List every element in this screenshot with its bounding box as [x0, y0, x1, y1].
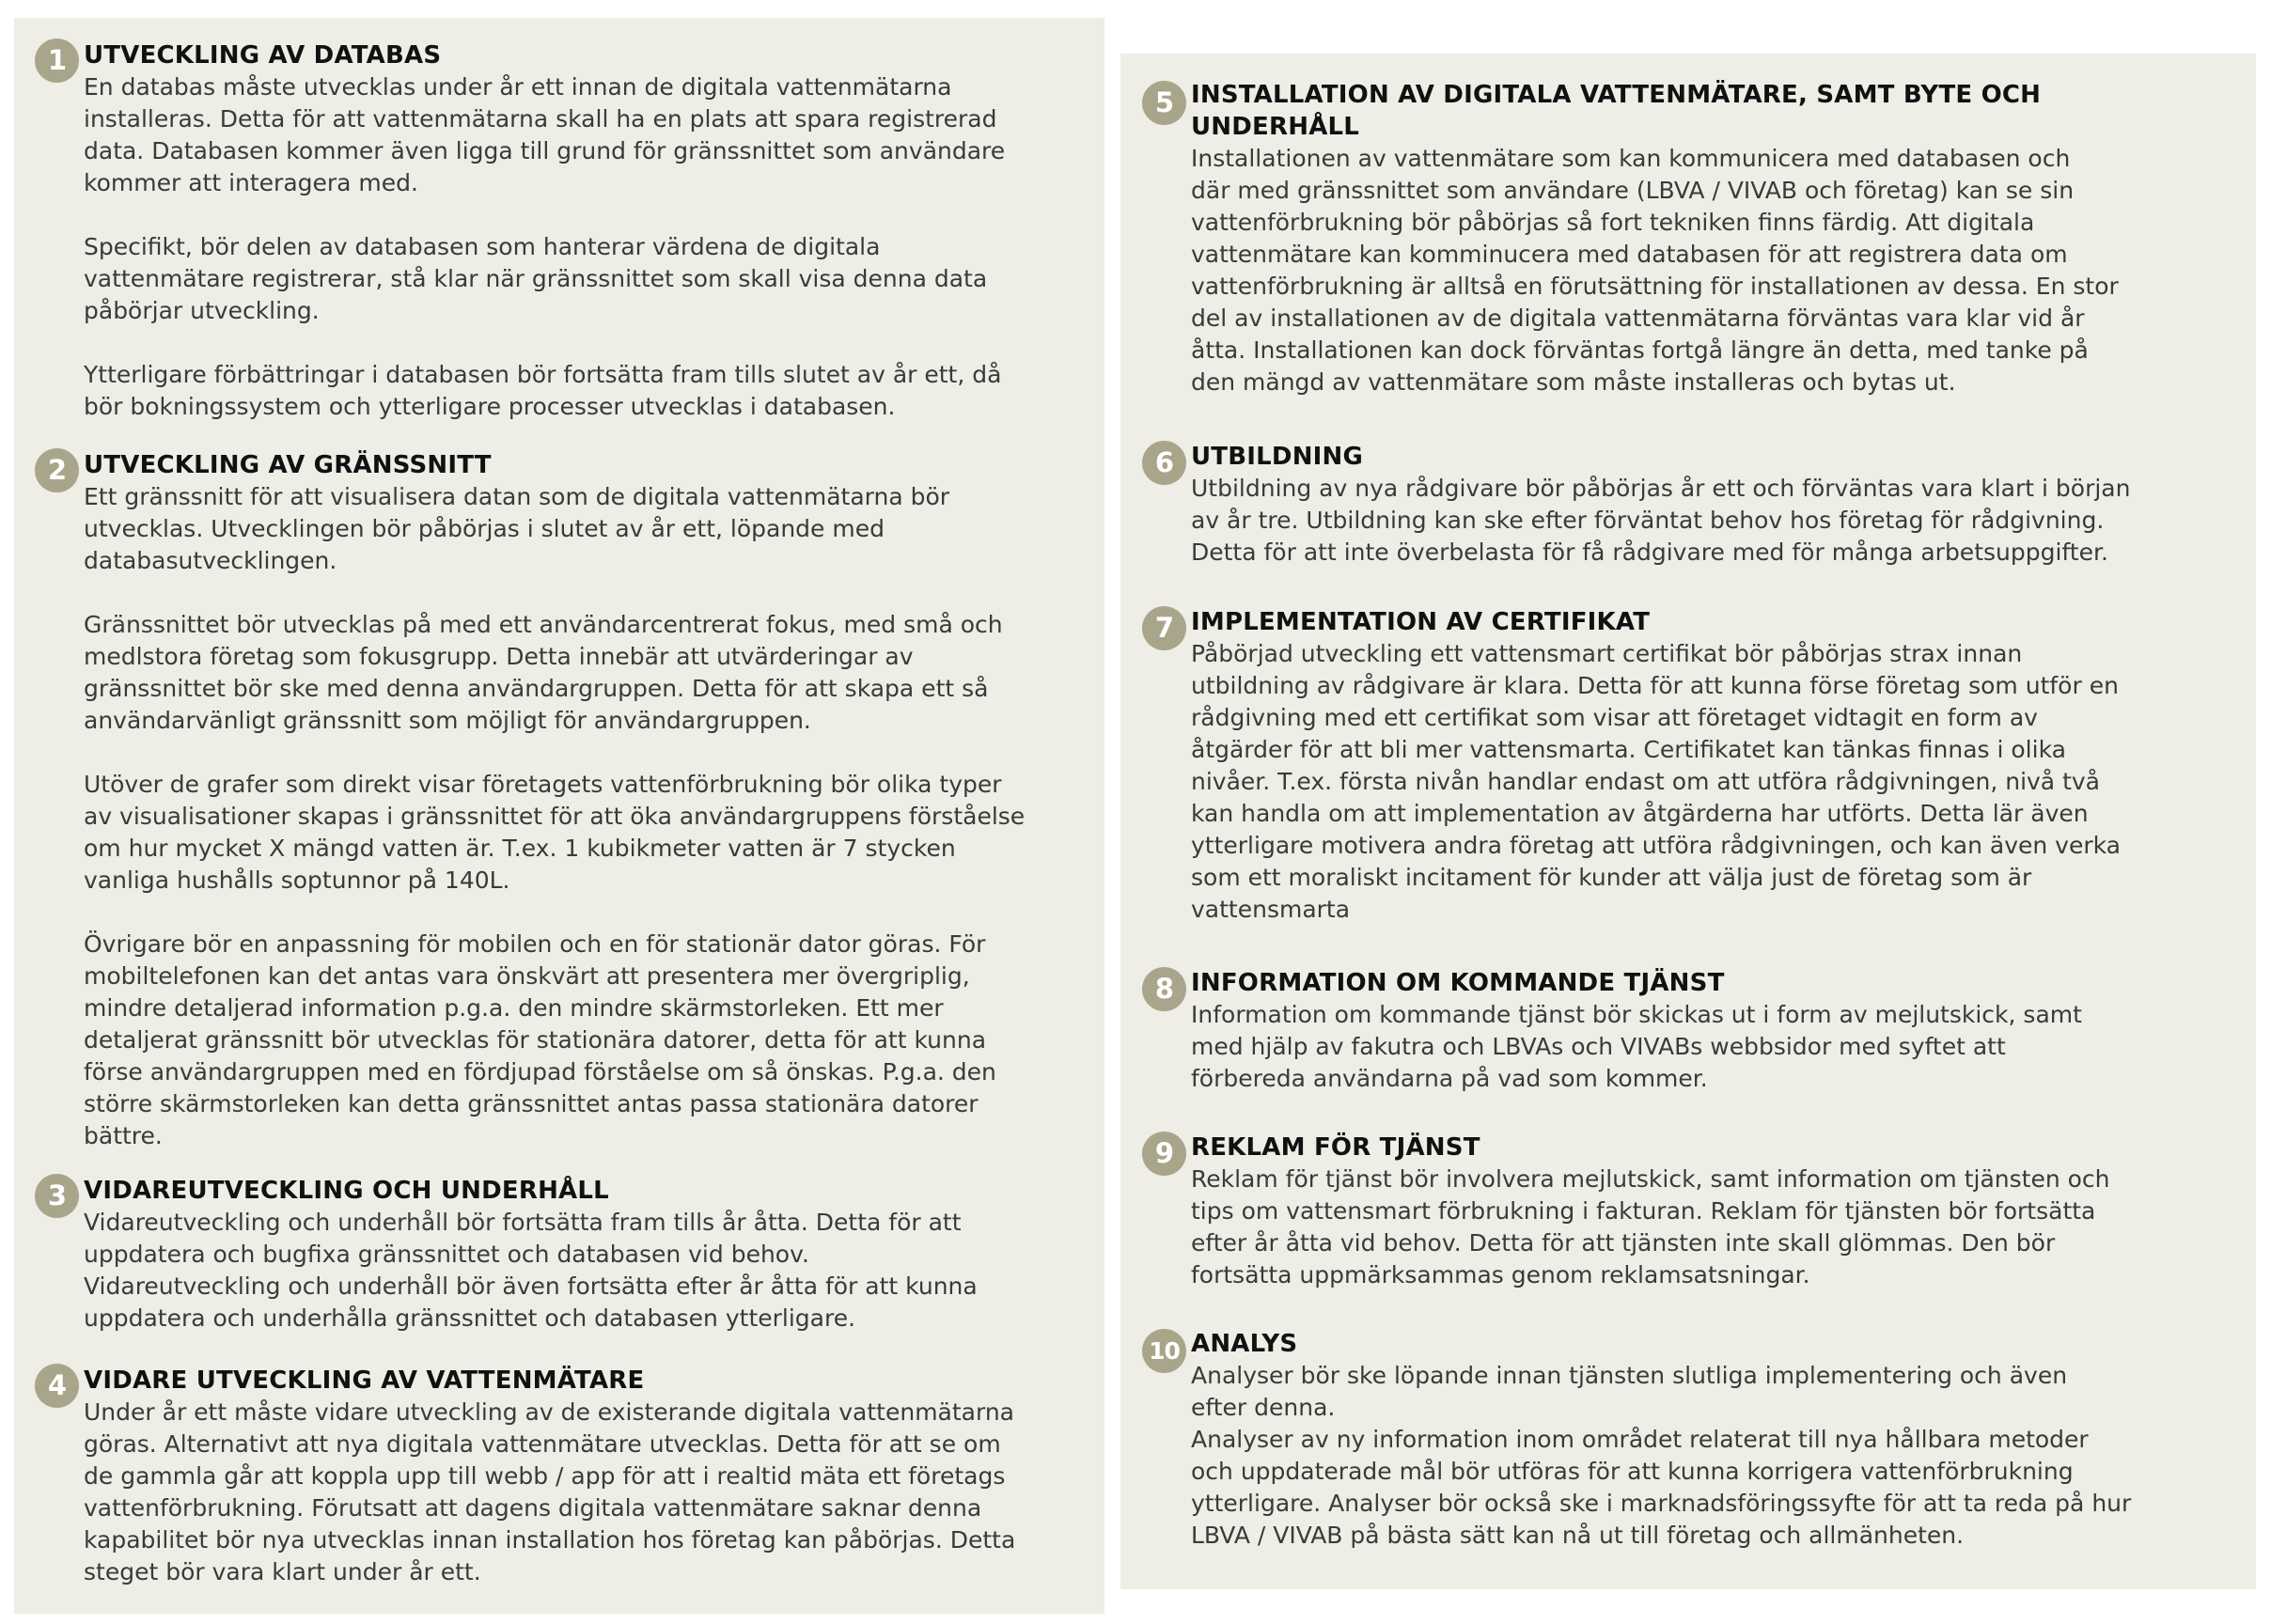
step-number-badge: 8 — [1142, 967, 1186, 1011]
paragraph — [1191, 1360, 2131, 1552]
text-line: vattenförbrukning är alltså en förutsättning för installationen av dessa. En stor — [1191, 273, 2119, 300]
paragraph — [84, 609, 1025, 737]
section-title — [1191, 79, 2041, 143]
section-title: UTVECKLING AV GRÄNSSNITT — [84, 451, 492, 479]
text-line: av visualisationer skapas i gränssnittet för att öka användargruppens förståelse — [84, 803, 1026, 830]
paragraph — [1191, 473, 2130, 569]
text-line: efter denna. — [1191, 1394, 1336, 1421]
text-line: databasutvecklingen. — [84, 547, 337, 574]
text-line: Detta för att inte överbelasta för få rådgivare med för många arbetsuppgifter. — [1191, 539, 2108, 566]
text-line: En databas måste utvecklas under år ett innan de digitala vattenmätarna — [84, 73, 952, 101]
step-number-badge: 6 — [1142, 441, 1186, 485]
step-number-badge: 2 — [35, 448, 79, 492]
text-line: mindre detaljerad information p.g.a. den mindre skärmstorleken. Ett mer — [84, 994, 944, 1022]
text-line: efter år åtta vid behov. Detta för att tjänsten inte skall glömmas. Den bör — [1191, 1229, 2056, 1257]
section-title: REKLAM FÖR TJÄNST — [1191, 1133, 1480, 1162]
section-title: UTBILDNING — [1191, 443, 1364, 471]
text-line: åtta. Installationen kan dock förväntas fortgå längre än detta, med tanke på — [1191, 336, 2089, 364]
text-line: av år tre. Utbildning kan ske efter förväntat behov hos företag för rådgivning. — [1191, 507, 2105, 534]
step-number-badge: 5 — [1142, 81, 1186, 125]
section-body — [1191, 473, 2130, 569]
paragraph — [84, 1397, 1015, 1588]
text-line: installeras. Detta för att vattenmätarna skall ha en plats att spara registrerad — [84, 105, 997, 133]
paragraph — [1191, 638, 2121, 926]
text-line: som ett moraliskt incitament för kunder att välja just de företag som är — [1191, 864, 2032, 891]
text-line: medlstora företag som fokusgrupp. Detta innebär att utvärderingar av — [84, 643, 914, 670]
section-body — [84, 71, 1005, 423]
section-title: IMPLEMENTATION AV CERTIFIKAT — [1191, 608, 1651, 636]
text-line: den mängd av vattenmätare som måste installeras och bytas ut. — [1191, 368, 1956, 396]
title-line: UNDERHÅLL — [1191, 113, 1360, 141]
text-line: Analyser bör ske löpande innan tjänsten slutliga implementering och även — [1191, 1362, 2068, 1389]
paragraph — [84, 1207, 978, 1335]
paragraph — [84, 359, 1005, 423]
text-line: Utbildning av nya rådgivare bör påbörjas år ett och förväntas vara klart i början — [1191, 475, 2131, 502]
text-line: där med gränssnittet som användare (LBVA / VIVAB och företag) kan se sin — [1191, 177, 2075, 204]
paragraph — [84, 71, 1005, 199]
text-line: om hur mycket X mängd vatten är. T.ex. 1 kubikmeter vatten är 7 stycken — [84, 835, 956, 862]
step-number-badge: 9 — [1142, 1132, 1186, 1176]
text-line: vattenförbrukning. Förutsatt att dagens digitala vattenmätare saknar denna — [84, 1494, 982, 1522]
text-line: förbereda användarna på vad som kommer. — [1191, 1065, 1708, 1092]
text-line: uppdatera och bugfixa gränssnittet och databasen vid behov. — [84, 1241, 809, 1268]
text-line: utvecklas. Utvecklingen bör påbörjas i slutet av år ett, löpande med — [84, 515, 885, 542]
text-line: utbildning av rådgivare är klara. Detta för att kunna förse företag som utför en — [1191, 672, 2119, 699]
section-title: VIDARE UTVECKLING AV VATTENMÄTARE — [84, 1366, 645, 1395]
text-line: bättre. — [84, 1122, 163, 1149]
text-line: kan handla om att implementation av åtgärderna har utförts. Detta lär även — [1191, 800, 2089, 827]
text-line: Gränssnittet bör utvecklas på med ett användarcentrerat fokus, med små och — [84, 611, 1003, 638]
text-line: uppdatera och underhålla gränssnittet och databasen ytterligare. — [84, 1304, 856, 1332]
section-body — [1191, 638, 2121, 926]
step-number-badge: 3 — [35, 1174, 79, 1218]
section-body — [1191, 1163, 2110, 1291]
text-line: användarvänligt gränssnitt som möjligt för användargruppen. — [84, 707, 811, 734]
text-line: göras. Alternativt att nya digitala vattenmätare utvecklas. Detta för att se om — [84, 1430, 1001, 1458]
text-line: Ytterligare förbättringar i databasen bör fortsätta fram tills slutet av år ett, då — [84, 361, 1002, 388]
text-line: detaljerat gränssnitt bör utvecklas för stationära datorer, detta för att kunna — [84, 1026, 987, 1054]
text-line: kapabilitet bör nya utvecklas innan installation hos företag kan påbörjas. Detta — [84, 1526, 1016, 1554]
text-line: kommer att interagera med. — [84, 169, 418, 196]
paragraph — [1191, 143, 2119, 398]
section-body — [84, 481, 1025, 1152]
text-line: Reklam för tjänst bör involvera mejlutskick, samt information om tjänsten och — [1191, 1165, 2110, 1193]
text-line: Under år ett måste vidare utveckling av de existerande digitala vattenmätarna — [84, 1398, 1015, 1426]
text-line: Vidareutveckling och underhåll bör även fortsätta efter år åtta för att kunna — [84, 1273, 978, 1300]
text-line: gränssnittet bör ske med denna användargruppen. Detta för att skapa ett så — [84, 675, 989, 702]
text-line: ytterligare motivera andra företag att utföra rådgivningen, och kan även verka — [1191, 832, 2121, 859]
step-number-badge: 1 — [35, 39, 79, 83]
paragraph — [84, 929, 1025, 1152]
text-line: större skärmstorleken kan detta gränssnittet antas passa stationära datorer — [84, 1090, 979, 1117]
text-line: Information om kommande tjänst bör skickas ut i form av mejlutskick, samt — [1191, 1001, 2082, 1028]
section-title: ANALYS — [1191, 1330, 1298, 1358]
text-line: de gammla går att koppla upp till webb / app för att i realtid mäta ett företags — [84, 1462, 1006, 1490]
section-title: UTVECKLING AV DATABAS — [84, 41, 442, 70]
text-line: nivåer. T.ex. första nivån handlar endast om att utföra rådgivningen, nivå två — [1191, 768, 2100, 795]
text-line: steget bör vara klart under år ett. — [84, 1558, 481, 1585]
section-body — [84, 1207, 978, 1335]
text-line: data. Databasen kommer även ligga till grund för gränssnittet som användare — [84, 137, 1006, 164]
text-line: vattensmarta — [1191, 896, 1351, 923]
text-line: vattenmätare kan komminucera med databasen för att registrera data om — [1191, 241, 2068, 268]
text-line: förse användargruppen med en fördjupad förståelse om så önskas. P.g.a. den — [84, 1058, 996, 1085]
text-line: rådgivning med ett certifikat som visar att företaget vidtagit en form av — [1191, 704, 2038, 731]
text-line: och uppdaterade mål bör utföras för att kunna korrigera vattenförbrukning — [1191, 1458, 2074, 1485]
section-body — [1191, 999, 2082, 1095]
text-line: Analyser av ny information inom området relaterat till nya hållbara metoder — [1191, 1426, 2089, 1453]
paragraph — [1191, 999, 2082, 1095]
text-line: Ett gränssnitt för att visualisera datan som de digitala vattenmätarna bör — [84, 483, 950, 510]
text-line: vattenmätare registrerar, stå klar när gränssnittet som skall visa denna data — [84, 265, 988, 292]
section-body — [1191, 143, 2119, 398]
step-number-badge: 4 — [35, 1364, 79, 1408]
text-line: Installationen av vattenmätare som kan kommunicera med databasen och — [1191, 145, 2071, 172]
paragraph — [84, 231, 1005, 327]
text-line: del av installationen av de digitala vattenmätarna förväntas vara klar vid år — [1191, 304, 2085, 332]
text-line: påbörjar utveckling. — [84, 297, 320, 324]
text-line: bör bokningssystem och ytterligare processer utvecklas i databasen. — [84, 393, 896, 420]
title-line: INSTALLATION AV DIGITALA VATTENMÄTARE, SAMT BYTE OCH — [1191, 81, 2042, 109]
text-line: Vidareutveckling och underhåll bör fortsätta fram tills år åtta. Detta för att — [84, 1209, 962, 1236]
section-body — [1191, 1360, 2131, 1552]
paragraph — [1191, 1163, 2110, 1291]
paragraph — [84, 481, 1025, 577]
text-line: Utöver de grafer som direkt visar företagets vattenförbrukning bör olika typer — [84, 771, 1002, 798]
text-line: vattenförbrukning bör påbörjas så fort tekniken finns färdig. Att digitala — [1191, 209, 2035, 236]
step-number-badge: 10 — [1142, 1329, 1186, 1373]
text-line: LBVA / VIVAB på bästa sätt kan nå ut till företag och allmänheten. — [1191, 1522, 1965, 1549]
text-line: mobiltelefonen kan det antas vara önskvärt att presentera mer övergriplig, — [84, 962, 970, 990]
section-title: INFORMATION OM KOMMANDE TJÄNST — [1191, 969, 1725, 997]
text-line: ytterligare. Analyser bör också ske i marknadsföringssyfte för att ta reda på hur — [1191, 1490, 2132, 1517]
section-body — [84, 1397, 1015, 1588]
text-line: åtgärder för att bli mer vattensmarta. Certifikatet kan tänkas finnas i olika — [1191, 736, 2066, 763]
text-line: vanliga hushålls soptunnor på 140L. — [84, 867, 510, 894]
text-line: fortsätta uppmärksammas genom reklamsatsningar. — [1191, 1261, 1810, 1288]
paragraph — [84, 769, 1025, 897]
text-line: med hjälp av fakutra och LBVAs och VIVABs webbsidor med syftet att — [1191, 1033, 2006, 1060]
text-line: Övrigare bör en anpassning för mobilen och en för stationär dator göras. För — [84, 930, 986, 958]
text-line: Påbörjad utveckling ett vattensmart certifikat bör påbörjas strax innan — [1191, 640, 2023, 667]
text-line: tips om vattensmart förbrukning i fakturan. Reklam för tjänsten bör fortsätta — [1191, 1197, 2096, 1225]
section-title: VIDAREUTVECKLING OCH UNDERHÅLL — [84, 1177, 609, 1205]
step-number-badge: 7 — [1142, 606, 1186, 650]
text-line: Specifikt, bör delen av databasen som hanterar värdena de digitala — [84, 233, 881, 260]
